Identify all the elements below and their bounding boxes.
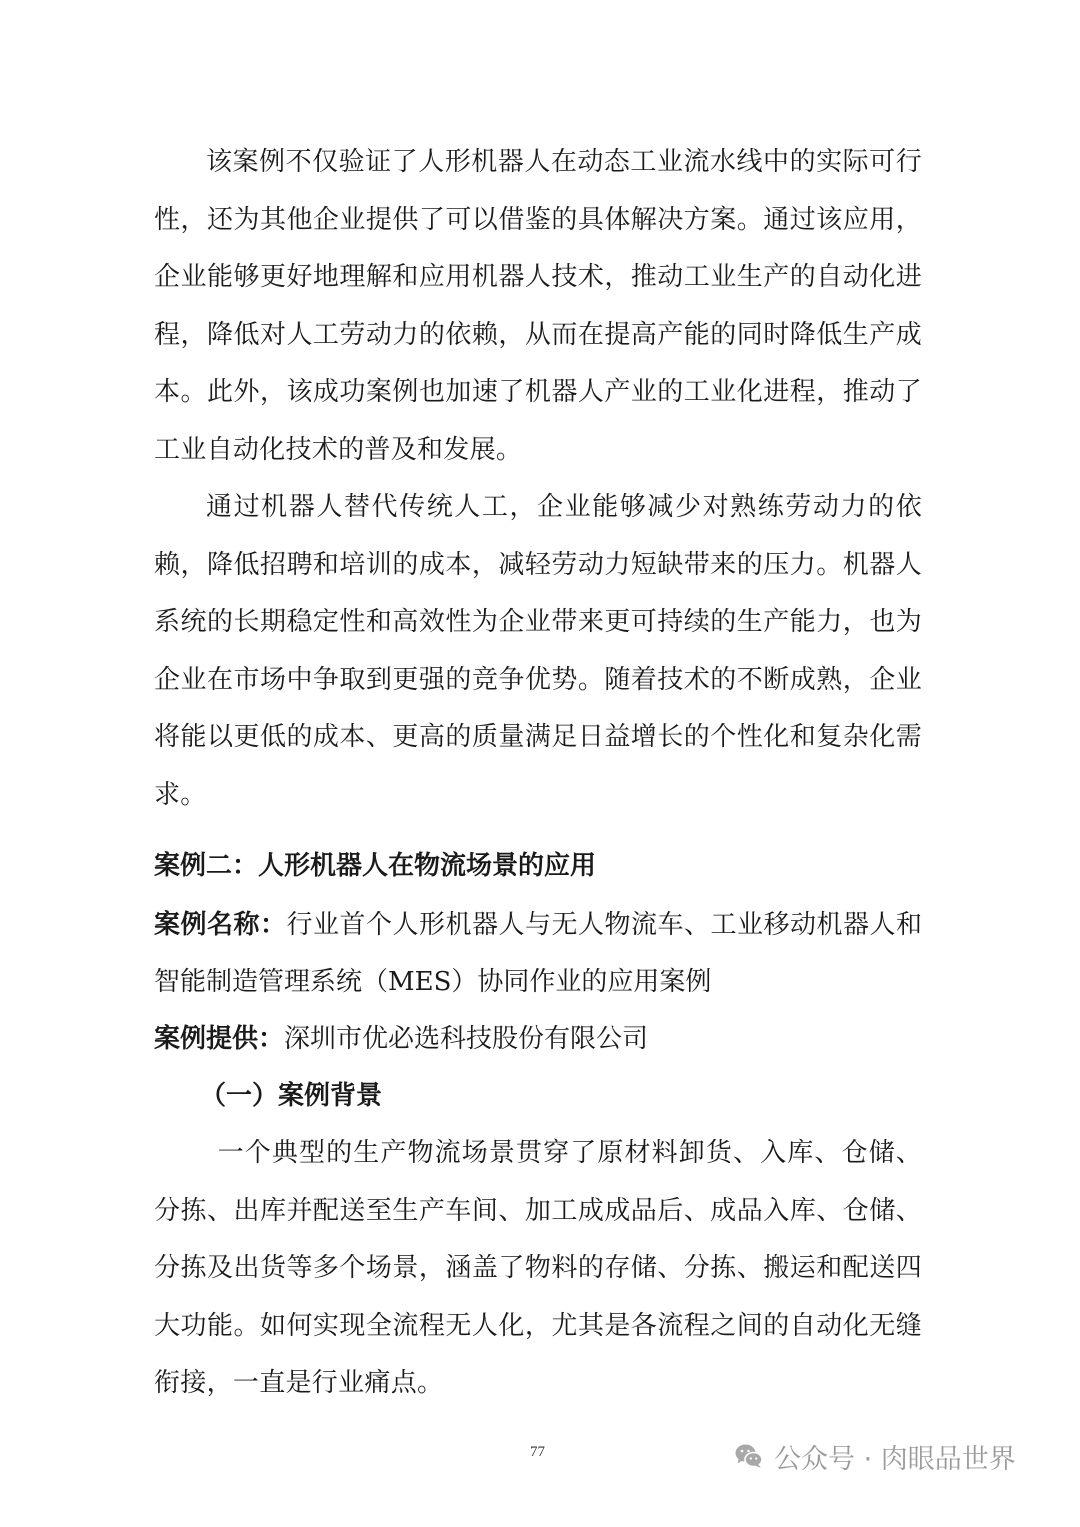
case-name-row: [154, 897, 922, 1011]
case-name-value: 行业首个人形机器人与无人物流车、工业移动机器人和智能制造管理系统（MES）协同作业的应用案例: [154, 910, 922, 997]
case-provider-value: 深圳市优必选科技股份有限公司: [284, 1024, 649, 1054]
case-provider-row: [154, 1011, 922, 1068]
case-name-label: 案例名称：: [154, 910, 287, 940]
watermark-text: 公众号 · 肉眼品世界: [774, 1443, 1016, 1475]
page-number: 77: [530, 1444, 545, 1460]
case-provider-label: 案例提供：: [154, 1024, 285, 1054]
wechat-icon: [734, 1442, 764, 1470]
watermark: [734, 1434, 1016, 1478]
paragraph-case-validation: 该案例不仅验证了人形机器人在动态工业流水线中的实际可行性，还为其他企业提供了可以借鉴的具体解决方案。通过该应用，企业能够更好地理解和应用机器人技术，推动工业生产的自动化进程，降低对人工劳动力的依赖，从而在提高产能的同时降低生产成本。此外，该成功案例也加速了机器人产业的工业化进程，推动了工业自动化技术的普及和发展。: [154, 147, 922, 465]
sub-heading-background: （一）案例背景: [200, 1081, 383, 1111]
paragraph-background: 一个典型的生产物流场景贯穿了原材料卸货、入库、仓储、分拣、出库并配送至生产车间、加工成成品后、成品入库、仓储、分拣及出货等多个场景，涵盖了物料的存储、分拣、搬运和配送四大功能。如何实现全流程无人化，尤其是各流程之间的自动化无缝衔接，一直是行业痛点。: [154, 1138, 922, 1398]
case-heading: 案例二：人形机器人在物流场景的应用: [154, 851, 597, 881]
page-content: [154, 134, 922, 1413]
paragraph-robot-replacement: 通过机器人替代传统人工，企业能够减少对熟练劳动力的依赖，降低招聘和培训的成本，减轻劳动力短缺带来的压力。机器人系统的长期稳定性和高效性为企业带来更可持续的生产能力，也为企业在市场中争取到更强的竞争优势。随着技术的不断成熟，企业将能以更低的成本、更高的质量满足日益增长的个性化和复杂化需求。: [154, 492, 922, 810]
